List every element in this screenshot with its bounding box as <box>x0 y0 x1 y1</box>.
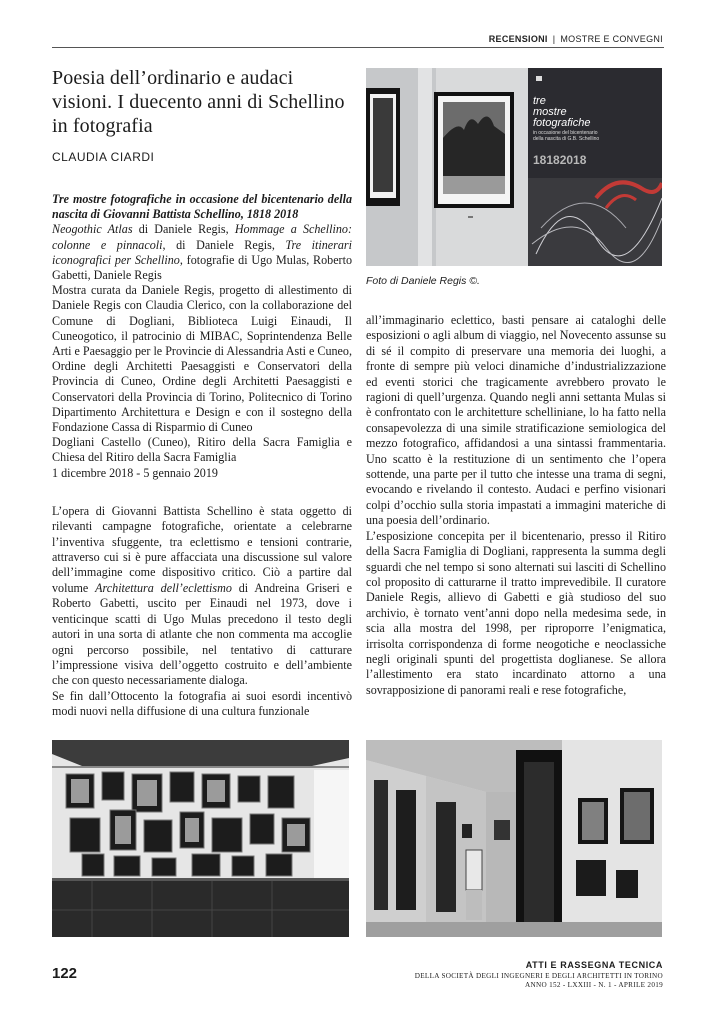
journal-society: DELLA SOCIETÀ DEGLI INGEGNERI E DEGLI ARCHITETTI IN TORINO <box>414 972 663 980</box>
exhibition-photo-corridor <box>366 740 662 937</box>
left-column <box>52 66 352 720</box>
book-title: Architettura dell’eclettismo <box>95 580 232 595</box>
right-body-text <box>366 313 666 698</box>
exhibition-credits: Mostra curata da Daniele Regis, progetto di allestimento di Daniele Regis con Claudia Clerico, con la collaborazione del Comune di Dogliani, Biblioteca Luigi Einaudi, Il Cuneogotico, il patrocinio di MIBAC, Soprintendenza Belle Arti e Paesaggio per le Provincie di Alessandria Asti e Cuneo, Ordine degli Architetti Paesaggisti e Conservatori della Provincia di Cuneo, Ordine degli Architetti Paesaggisti e Conservatori della Provincia di Torino, Politecnico di Torino Dipartimento Architettura e Design e con il sostegno della Fondazione Cassa di Risparmio di Cuneo <box>52 283 352 435</box>
right-column <box>366 313 666 698</box>
banner-title-line3: fotografiche <box>533 117 591 129</box>
exhibition-dates: 1 dicembre 2018 - 5 gennaio 2019 <box>52 465 218 480</box>
body-paragraph: L’esposizione concepita per il bicentenario, presso il Ritiro della Sacra Famiglia di Dogliani, rappresenta la summa degli sguardi che nel tempo si sono alternati sui lasciti di Schellino col proposito di catturarne il tratto imprevedibile. Il curatore Daniele Regis, allievo di Gabetti e già studioso del suo archivio, è tornato vent’anni dopo nella medesima sede, in scia alla mostra del 1998, per riproporre l’enigmatica, irrisolta corrispondenza di forme neogotiche e neoclassiche negli originali spunti del progettista doglianese. Se allora l’allestimento era stato incardinato attorno a una sovrapposizione di panorami reali e rese fotografiche, <box>366 528 666 697</box>
exhibition-info <box>52 192 352 481</box>
exhibition-photo-room-image <box>52 740 349 937</box>
banner-title-line2: mostre <box>533 106 567 118</box>
exhibition-venue: Dogliani Castello (Cuneo), Ritiro della Sacra Famiglia e Chiesa del Ritiro della Sacra Famiglia <box>52 435 352 465</box>
article-title: Poesia dell’ordinario e audaci visioni. I duecento anni di Schellino in fotografia <box>52 67 345 137</box>
running-header <box>489 34 663 44</box>
subsection-label: MOSTRE E CONVEGNI <box>560 34 663 44</box>
journal-title: ATTI E RASSEGNA TECNICA <box>525 960 663 970</box>
exhibition-photo-top <box>366 68 662 266</box>
journal-footer <box>415 960 663 990</box>
header-rule <box>52 47 664 48</box>
left-body-text <box>52 504 352 720</box>
exhibition-lead: Tre mostre fotografiche in occasione del bicentenario della nascita di Giovanni Battista Schellino, 1818 2018 <box>52 192 352 222</box>
banner-title-line1: tre <box>533 95 546 107</box>
banner-years: 18182018 <box>533 153 587 167</box>
header-separator: | <box>552 34 556 44</box>
body-paragraph: Se fin dall’Ottocento la fotografia ai suoi esordi incentivò modi nuovi nella diffusione di una cultura funzionale <box>52 688 352 719</box>
banner-subtitle: in occasione del bicentenario della nascita di G.B. Schellino <box>533 130 600 142</box>
exhibition-photo-corridor-image <box>366 740 662 937</box>
body-paragraph: L’opera di Giovanni Battista Schellino è stata oggetto di rilevanti campagne fotografiche, orientate a celebrarne l’inventiva sfuggente, tra eclettismo e tensioni contrarie, attraverso cui si è pure affacciata una discussione sul valore dell’immagine come dispositivo critico. Ciò a partire dal volume Architettura dell’eclettismo di Andreina Griseri e Roberto Gabetti, uscito per Einaudi nel 1973, dove i venticinque scatti di Ugo Mulas precedono il testo degli autori in una sorta di atlante che non commenta ma accoglie ogni percorso possibile, nel tentativo di catturare l’impressione visiva dell’oggetto costruito e dell’ambiente che con questo necessariamente dialoga. <box>52 503 352 688</box>
exhibition-photo-top-image <box>366 68 662 266</box>
photo-caption: Foto di Daniele Regis ©. <box>366 275 480 287</box>
page-number: 122 <box>52 965 78 982</box>
body-paragraph: all’immaginario eclettico, basti pensare ai cataloghi delle esposizioni o agli album di viaggio, nel Novecento assunse su di sé il compito di preservare una memoria dei luoghi, a fronte di sempre più veloci dinamiche d’industrializzazione ed eventi storici che tragicamente avrebbero provato le ragioni di quell’urgenza. Quando negli anni settanta Mulas si è confrontato con le architetture schelliniane, lo ha fatto nella consapevolezza di una simile stratificazione semiologica del mezzo fotografico, affidandosi a una sintassi frammentaria. Uno scatto è la restituzione di un sentimento che l’opera sottende, una parte per il tutto che intesse una trama di segni, evocando e rivelando il contesto. Audaci e perfino visionari colpi d’occhio sulla storia impastati a immagini materiche di una poesia dell’ordinario. <box>366 313 666 528</box>
exhibition-works: Neogothic Atlas di Daniele Regis, Hommage a Schellino: colonne e pinnacoli, di Daniele Regis, Tre itinerari iconografici per Schellino, fotografie di Ugo Mulas, Roberto Gabetti, Daniele Regis <box>52 222 352 283</box>
exhibition-photo-room <box>52 740 349 937</box>
journal-issue: ANNO 152 - LXXIII - N. 1 - APRILE 2019 <box>525 981 663 989</box>
article-author: CLAUDIA CIARDI <box>52 150 155 164</box>
section-label: RECENSIONI <box>488 34 548 44</box>
